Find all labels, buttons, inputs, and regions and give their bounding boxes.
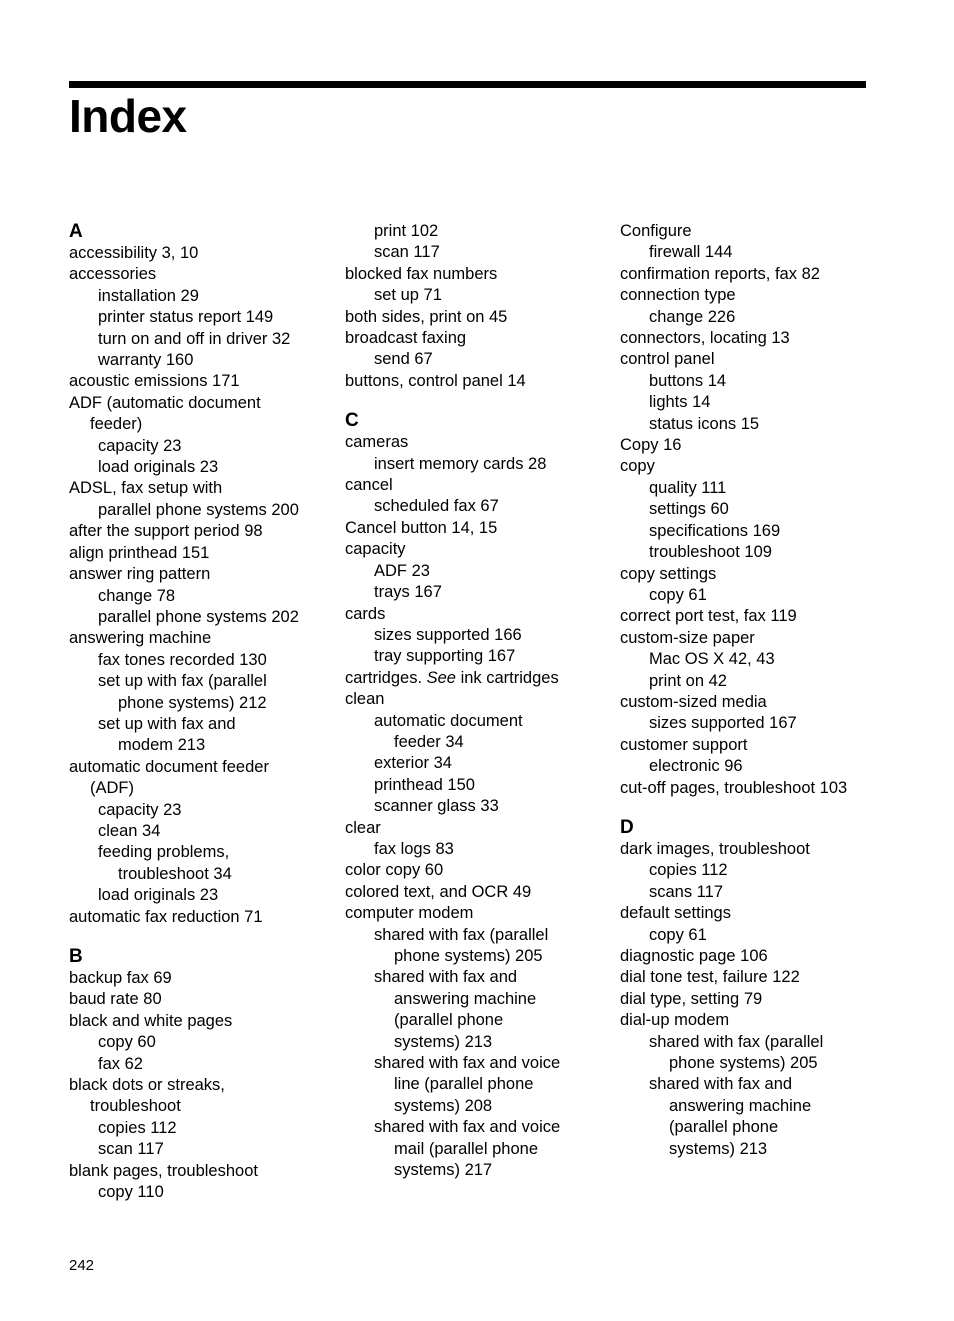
index-subentry: mail (parallel phone	[394, 1139, 538, 1158]
index-subentry: modem 213	[118, 736, 206, 755]
index-subentry: scheduled fax 67	[374, 497, 499, 516]
index-entry: capacity	[345, 540, 406, 559]
index-subentry: automatic document	[374, 711, 523, 730]
index-entry: buttons, control panel 14	[345, 371, 526, 390]
index-entry: confirmation reports, fax 82	[620, 264, 820, 283]
index-subentry: line (parallel phone	[394, 1075, 534, 1094]
index-subentry: buttons 14	[649, 371, 727, 390]
index-entry: after the support period 98	[69, 522, 263, 541]
index-entry: computer modem	[345, 904, 474, 923]
index-entry: black dots or streaks,	[69, 1076, 225, 1095]
index-subentry: load originals 23	[98, 458, 219, 477]
index-subentry: shared with fax (parallel	[649, 1032, 824, 1051]
index-subentry: sizes supported 166	[374, 625, 522, 644]
index-subentry: fax 62	[98, 1054, 143, 1073]
index-entry: copy settings	[620, 564, 717, 583]
index-subentry: phone systems) 205	[669, 1054, 818, 1073]
index-subentry: print 102	[374, 222, 439, 240]
index-entry: Cancel button 14, 15	[345, 518, 498, 537]
index-subentry: shared with fax (parallel	[374, 925, 549, 944]
index-entry: correct port test, fax 119	[620, 607, 797, 626]
index-subentry: phone systems) 212	[118, 693, 267, 712]
index-subentry: phone systems) 205	[394, 947, 543, 965]
index-subentry: copy 61	[649, 585, 707, 604]
index-subentry: feeding problems,	[98, 843, 230, 862]
index-entry: (ADF)	[90, 779, 134, 798]
index-subentry: troubleshoot 34	[118, 864, 232, 883]
index-subentry: fax tones recorded 130	[98, 650, 267, 669]
index-subentry: feeder 34	[394, 732, 464, 751]
index-subentry: firewall 144	[649, 243, 733, 262]
index-entry: answer ring pattern	[69, 565, 211, 584]
index-subentry: systems) 217	[394, 1161, 493, 1180]
index-subentry: electronic 96	[649, 757, 743, 776]
index-entry: blocked fax numbers	[345, 264, 498, 283]
index-entry-text: ink cartridges	[455, 668, 559, 687]
index-subentry: set up with fax (parallel	[98, 672, 267, 691]
index-column-1	[69, 221, 329, 1203]
index-entry: feeder)	[90, 415, 143, 434]
index-letter-heading: D	[620, 816, 634, 838]
index-entry: control panel	[620, 350, 715, 369]
index-subentry: installation 29	[98, 286, 199, 305]
index-subentry: parallel phone systems 200	[98, 500, 299, 519]
index-subentry: tray supporting 167	[374, 647, 516, 666]
index-letter-heading: C	[345, 410, 359, 432]
index-subentry: trays 167	[374, 583, 442, 602]
index-subentry: warranty 160	[98, 351, 194, 370]
index-entry: custom-size paper	[620, 628, 755, 647]
index-subentry: turn on and off in driver 32	[98, 329, 291, 348]
index-entry: default settings	[620, 904, 731, 923]
index-entry: custom-sized media	[620, 692, 767, 711]
index-entry: cameras	[345, 433, 409, 452]
index-entry: align printhead 151	[69, 543, 210, 562]
index-entry: clean	[345, 690, 385, 709]
index-entry: cards	[345, 604, 386, 623]
index-entry: acoustic emissions 171	[69, 372, 240, 391]
index-entry: ADSL, fax setup with	[69, 479, 223, 498]
index-subentry: scanner glass 33	[374, 797, 499, 816]
index-entry: ADF (automatic document	[69, 393, 261, 412]
index-subentry: status icons 15	[649, 414, 760, 433]
index-entry: backup fax 69	[69, 969, 172, 987]
index-subentry: shared with fax and	[649, 1075, 793, 1094]
index-entry: clear	[345, 818, 381, 837]
index-subentry: send 67	[374, 350, 433, 369]
index-entry: dial-up modem	[620, 1011, 730, 1030]
index-entry: Configure	[620, 222, 692, 240]
index-subentry: systems) 213	[394, 1032, 493, 1051]
see-reference: See	[426, 668, 456, 687]
index-subentry: capacity 23	[98, 800, 182, 819]
index-entry: accessories	[69, 265, 157, 284]
index-subentry: systems) 208	[394, 1096, 493, 1115]
index-entry: diagnostic page 106	[620, 947, 768, 965]
index-subentry: exterior 34	[374, 754, 452, 773]
index-subentry: ADF 23	[374, 561, 430, 580]
index-subentry: load originals 23	[98, 886, 219, 905]
index-subentry: change 226	[649, 307, 736, 326]
index-subentry: answering machine	[669, 1096, 812, 1115]
index-subentry: sizes supported 167	[649, 714, 797, 733]
index-entry: both sides, print on 45	[345, 307, 508, 326]
index-letter-heading: B	[69, 946, 83, 967]
index-entry: dark images, troubleshoot	[620, 839, 810, 858]
index-subentry: quality 111	[649, 478, 727, 497]
index-entry: answering machine	[69, 629, 212, 648]
title-rule	[69, 81, 866, 88]
index-entry: automatic fax reduction 71	[69, 907, 263, 926]
index-column-3	[620, 221, 870, 1160]
index-entry: cancel	[345, 476, 393, 495]
index-subentry: insert memory cards 28	[374, 454, 547, 473]
index-subentry: settings 60	[649, 500, 729, 519]
index-entry-text: cartridges.	[345, 668, 427, 687]
index-entry: cut-off pages, troubleshoot 103	[620, 778, 848, 797]
index-entry: dial type, setting 79	[620, 989, 763, 1008]
page-title: Index	[69, 90, 187, 142]
index-subentry: change 78	[98, 586, 176, 605]
index-subentry: parallel phone systems 202	[98, 607, 299, 626]
index-column-2	[345, 221, 605, 1181]
index-subentry: shared with fax and voice	[374, 1118, 561, 1137]
index-subentry: troubleshoot 109	[649, 543, 772, 562]
index-subentry: copies 112	[649, 861, 728, 880]
index-entry: copy	[620, 457, 655, 476]
index-entry: black and white pages	[69, 1011, 233, 1030]
index-entry: accessibility 3, 10	[69, 244, 199, 262]
index-subentry: shared with fax and voice	[374, 1054, 561, 1073]
index-entry: troubleshoot	[90, 1097, 181, 1116]
index-subentry: scan 117	[98, 1140, 164, 1159]
index-entry: blank pages, troubleshoot	[69, 1161, 258, 1180]
page-number: 242	[69, 1257, 95, 1274]
index-letter-heading: A	[69, 221, 83, 242]
index-subentry: answering machine	[394, 989, 537, 1008]
index-subentry: clean 34	[98, 821, 161, 840]
index-subentry: systems) 213	[669, 1139, 768, 1158]
index-subentry: copies 112	[98, 1118, 177, 1137]
index-entry: baud rate 80	[69, 990, 162, 1009]
index-entry: Copy 16	[620, 436, 682, 455]
index-subentry: printhead 150	[374, 775, 475, 794]
index-entry: automatic document feeder	[69, 757, 269, 776]
index-subentry: copy 61	[649, 925, 707, 944]
index-entry	[345, 668, 605, 689]
index-subentry: shared with fax and	[374, 968, 518, 987]
index-subentry: (parallel phone	[394, 1011, 504, 1030]
index-subentry: set up with fax and	[98, 714, 236, 733]
index-entry: colored text, and OCR 49	[345, 882, 532, 901]
index-subentry: (parallel phone	[669, 1118, 779, 1137]
index-entry: connection type	[620, 286, 736, 305]
index-subentry: copy 60	[98, 1033, 156, 1052]
index-subentry: set up 71	[374, 286, 442, 305]
index-entry: color copy 60	[345, 861, 444, 880]
index-entry: broadcast faxing	[345, 329, 467, 348]
index-subentry: scans 117	[649, 882, 723, 901]
index-subentry: print on 42	[649, 671, 727, 690]
index-entry: customer support	[620, 735, 748, 754]
index-subentry: lights 14	[649, 393, 711, 412]
index-subentry: specifications 169	[649, 521, 781, 540]
index-subentry: copy 110	[98, 1183, 164, 1202]
index-subentry: capacity 23	[98, 436, 182, 455]
index-entry: connectors, locating 13	[620, 329, 790, 348]
index-subentry: Mac OS X 42, 43	[649, 650, 775, 669]
index-subentry: printer status report 149	[98, 308, 274, 327]
index-entry: dial tone test, failure 122	[620, 968, 800, 987]
index-subentry: scan 117	[374, 243, 440, 262]
index-subentry: fax logs 83	[374, 839, 454, 858]
